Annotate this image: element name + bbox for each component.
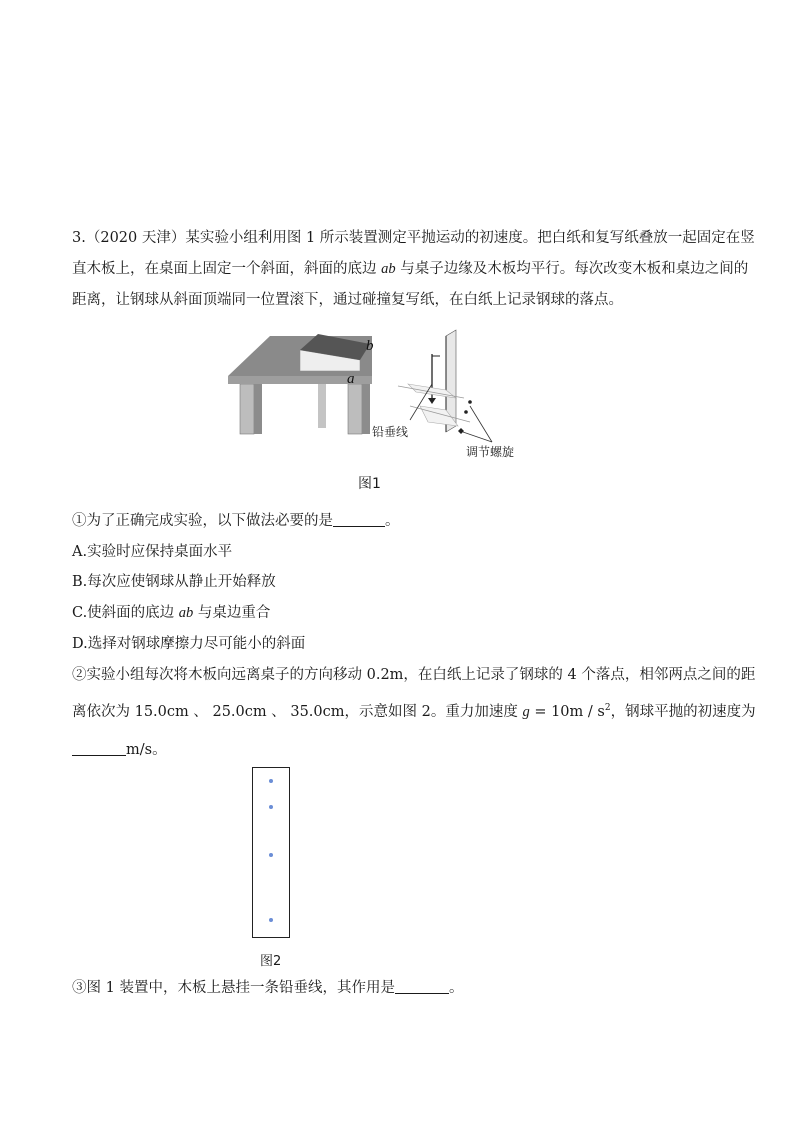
var-ab: ab <box>178 605 194 621</box>
landing-dot <box>269 918 273 922</box>
landing-dot <box>269 779 273 783</box>
label-a: a <box>347 371 355 387</box>
q1-prompt: ①为了正确完成实验，以下做法必要的是 。 <box>72 513 400 529</box>
q1-option-b[interactable]: B.每次应使钢球从静止开始释放 <box>72 574 276 590</box>
problem-stem-line-1: 3.（2020 天津）某实验小组利用图 1 所示装置测定平抛运动的初速度。把白纸和复写纸叠放一起固定在竖 <box>72 230 755 246</box>
figure-1-apparatus <box>220 326 540 461</box>
table-leg <box>318 384 326 428</box>
adjusting-screw <box>464 410 468 414</box>
adjusting-screw <box>468 400 472 404</box>
adjusting-screw <box>458 428 464 434</box>
landing-dot <box>269 853 273 857</box>
plumb-bob <box>428 398 436 404</box>
distance-2: 25.0cm <box>212 704 267 720</box>
problem-source: （2020 天津） <box>85 230 186 246</box>
g-exponent: 2 <box>604 703 611 714</box>
figure-1-caption: 图1 <box>358 476 381 492</box>
g-symbol: g <box>522 704 530 720</box>
q2-line-1: ②实验小组每次将木板向远离桌子的方向移动 0.2m，在白纸上记录了钢球的 4 个落点，相邻两点之间的距 <box>72 667 756 683</box>
problem-stem-line-3: 距离，让钢球从斜面顶端同一位置滚下，通过碰撞复写纸，在白纸上记录钢球的落点。 <box>72 292 623 308</box>
screw-leader <box>470 406 492 442</box>
figure-2-landing-points <box>252 767 292 939</box>
distance-1: 15.0cm <box>134 704 189 720</box>
move-distance: 0.2m <box>366 667 404 683</box>
table-leg <box>254 384 262 434</box>
distance-3: 35.0cm <box>290 704 345 720</box>
q3-prompt: ③图 1 装置中，木板上悬挂一条铅垂线，其作用是 。 <box>72 980 464 996</box>
q2-line-2: 离依次为 15.0cm 、 25.0cm 、 35.0cm，示意如图 2。重力加速度 $g = 10m / s^2$，钢球平抛的初速度为 <box>72 703 756 720</box>
landing-dot <box>269 805 273 809</box>
q1-answer-blank[interactable] <box>333 512 385 528</box>
q2-answer-blank[interactable] <box>72 741 126 757</box>
var-ab: ab <box>381 261 396 277</box>
problem-stem-line-2: 直木板上，在桌面上固定一个斜面，斜面的底边 ab 与桌子边缘及木板均平行。每次改变木板和桌边之间的 <box>72 261 749 277</box>
label-plumb-line: 铅垂线 <box>372 425 409 439</box>
table-leg <box>240 384 254 434</box>
table-leg <box>362 384 370 434</box>
q1-option-a[interactable]: A.实验时应保持桌面水平 <box>72 544 233 560</box>
problem-number: 3. <box>72 230 86 246</box>
q1-option-c[interactable]: C.使斜面的底边 ab 与桌边重合 <box>72 605 271 621</box>
label-b: b <box>366 338 374 354</box>
screw-leader <box>463 432 492 442</box>
q2-answer-line: m/s。 <box>72 738 167 759</box>
label-adjusting-screws: 调节螺旋 <box>466 445 515 459</box>
table-leg <box>348 384 362 434</box>
figure-2-caption: 图2 <box>260 954 282 969</box>
q1-option-d[interactable]: D.选择对钢球摩擦力尽可能小的斜面 <box>72 636 306 652</box>
paper-strip <box>253 768 290 938</box>
q3-answer-blank[interactable] <box>395 979 449 995</box>
g-value: = 10m / s <box>529 704 605 720</box>
